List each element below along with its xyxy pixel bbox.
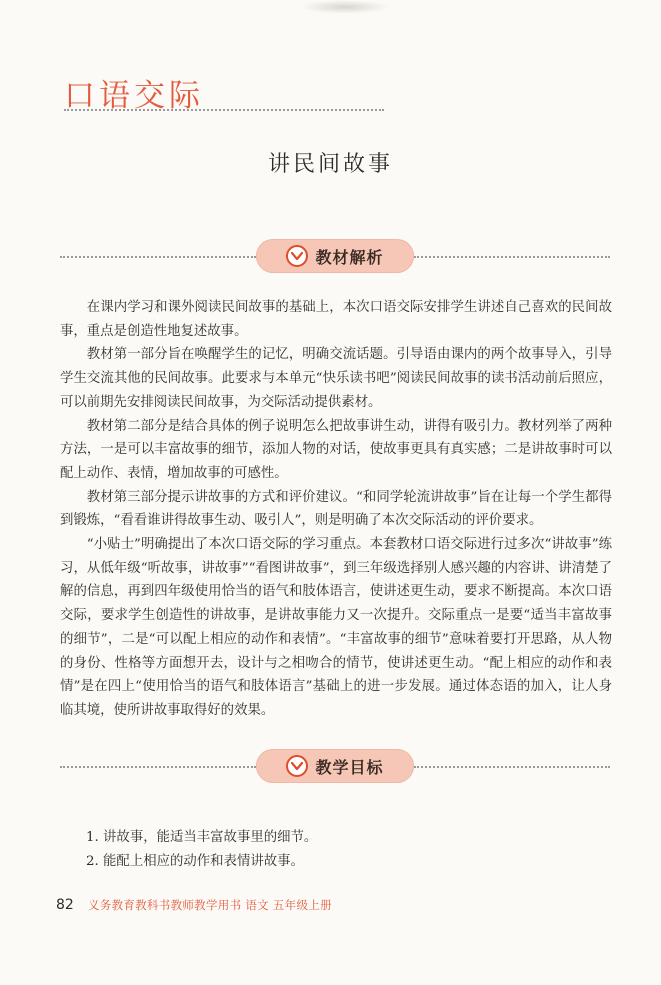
paragraph: “小贴士”明确提出了本次口语交际的学习重点。本套教材口语交际进行过多次“讲故事”练习，从低年级“听故事，讲故事”“看图讲故事”，到三年级选择别人感兴趣的内容讲、讲清楚了解的信息，再到四年级使用恰当的语气和肢体语言，使讲述更生动，要求不断提高。本次口语交际，要求学生创造性的讲故事，是讲故事能力又一次提升。交际重点一是要“适当丰富故事的细节”，二是“可以配上相应的动作和表情”。“丰富故事的细节”意味着要打开思路，从人物的身份、性格等方面想开去，设计与之相吻合的情节，使讲述更生动。“配上相应的动作和表情”是在四上“使用恰当的语气和肢体语言”基础上的进一步发展。通过体态语的加入，让人身临其境，使所讲故事取得好的效果。 [60, 537, 612, 718]
divider-left-1 [60, 256, 256, 258]
goal-item: 1. 讲故事，能适当丰富故事里的细节。 [86, 830, 318, 845]
paragraph: 教材第三部分提示讲故事的方式和评价建议。“和同学轮流讲故事”旨在让每一个学生都得到锻炼，“看看谁讲得故事生动、吸引人”，则是明确了本次交际活动的评价要求。 [60, 489, 612, 529]
page-top-shadow [300, 0, 390, 14]
section-title: 口语交际 [64, 78, 204, 114]
book-title: 义务教育教科书教师教学用书 语文 五年级上册 [87, 898, 332, 912]
divider-right-2 [414, 766, 610, 768]
chevron-down-circle-icon [286, 755, 308, 777]
page-footer [56, 897, 332, 913]
page-number: 82 [56, 897, 74, 913]
paragraph: 在课内学习和课外阅读民间故事的基础上，本次口语交际安排学生讲述自己喜欢的民间故事，重点是创造性地复述故事。 [60, 300, 612, 339]
goal-item: 2. 能配上相应的动作和表情讲故事。 [86, 854, 304, 869]
paragraph: 教材第二部分是结合具体的例子说明怎么把故事讲生动，讲得有吸引力。教材列举了两种方法，一是可以丰富故事的细节，添加人物的对话，使故事更具有真实感；二是讲故事时可以配上动作、表情，增加故事的可感性。 [60, 418, 612, 481]
chevron-down-circle-icon [286, 245, 308, 267]
badge-label: 教材解析 [315, 247, 384, 267]
badge-textbook-analysis [256, 239, 414, 273]
badge-teaching-goals [256, 749, 414, 783]
title-underline [64, 109, 384, 111]
divider-right-1 [414, 256, 610, 258]
goals-list [86, 826, 586, 874]
analysis-body [60, 296, 612, 723]
badge-label: 教学目标 [315, 757, 384, 777]
paragraph: 教材第一部分旨在唤醒学生的记忆，明确交流话题。引导语由课内的两个故事导入，引导学生交流其他的民间故事。此要求与本单元“快乐读书吧”阅读民间故事的读书活动前后照应，可以前期先安排阅读民间故事，为交际活动提供素材。 [60, 347, 612, 410]
divider-left-2 [60, 766, 256, 768]
page-title: 讲民间故事 [267, 152, 393, 177]
